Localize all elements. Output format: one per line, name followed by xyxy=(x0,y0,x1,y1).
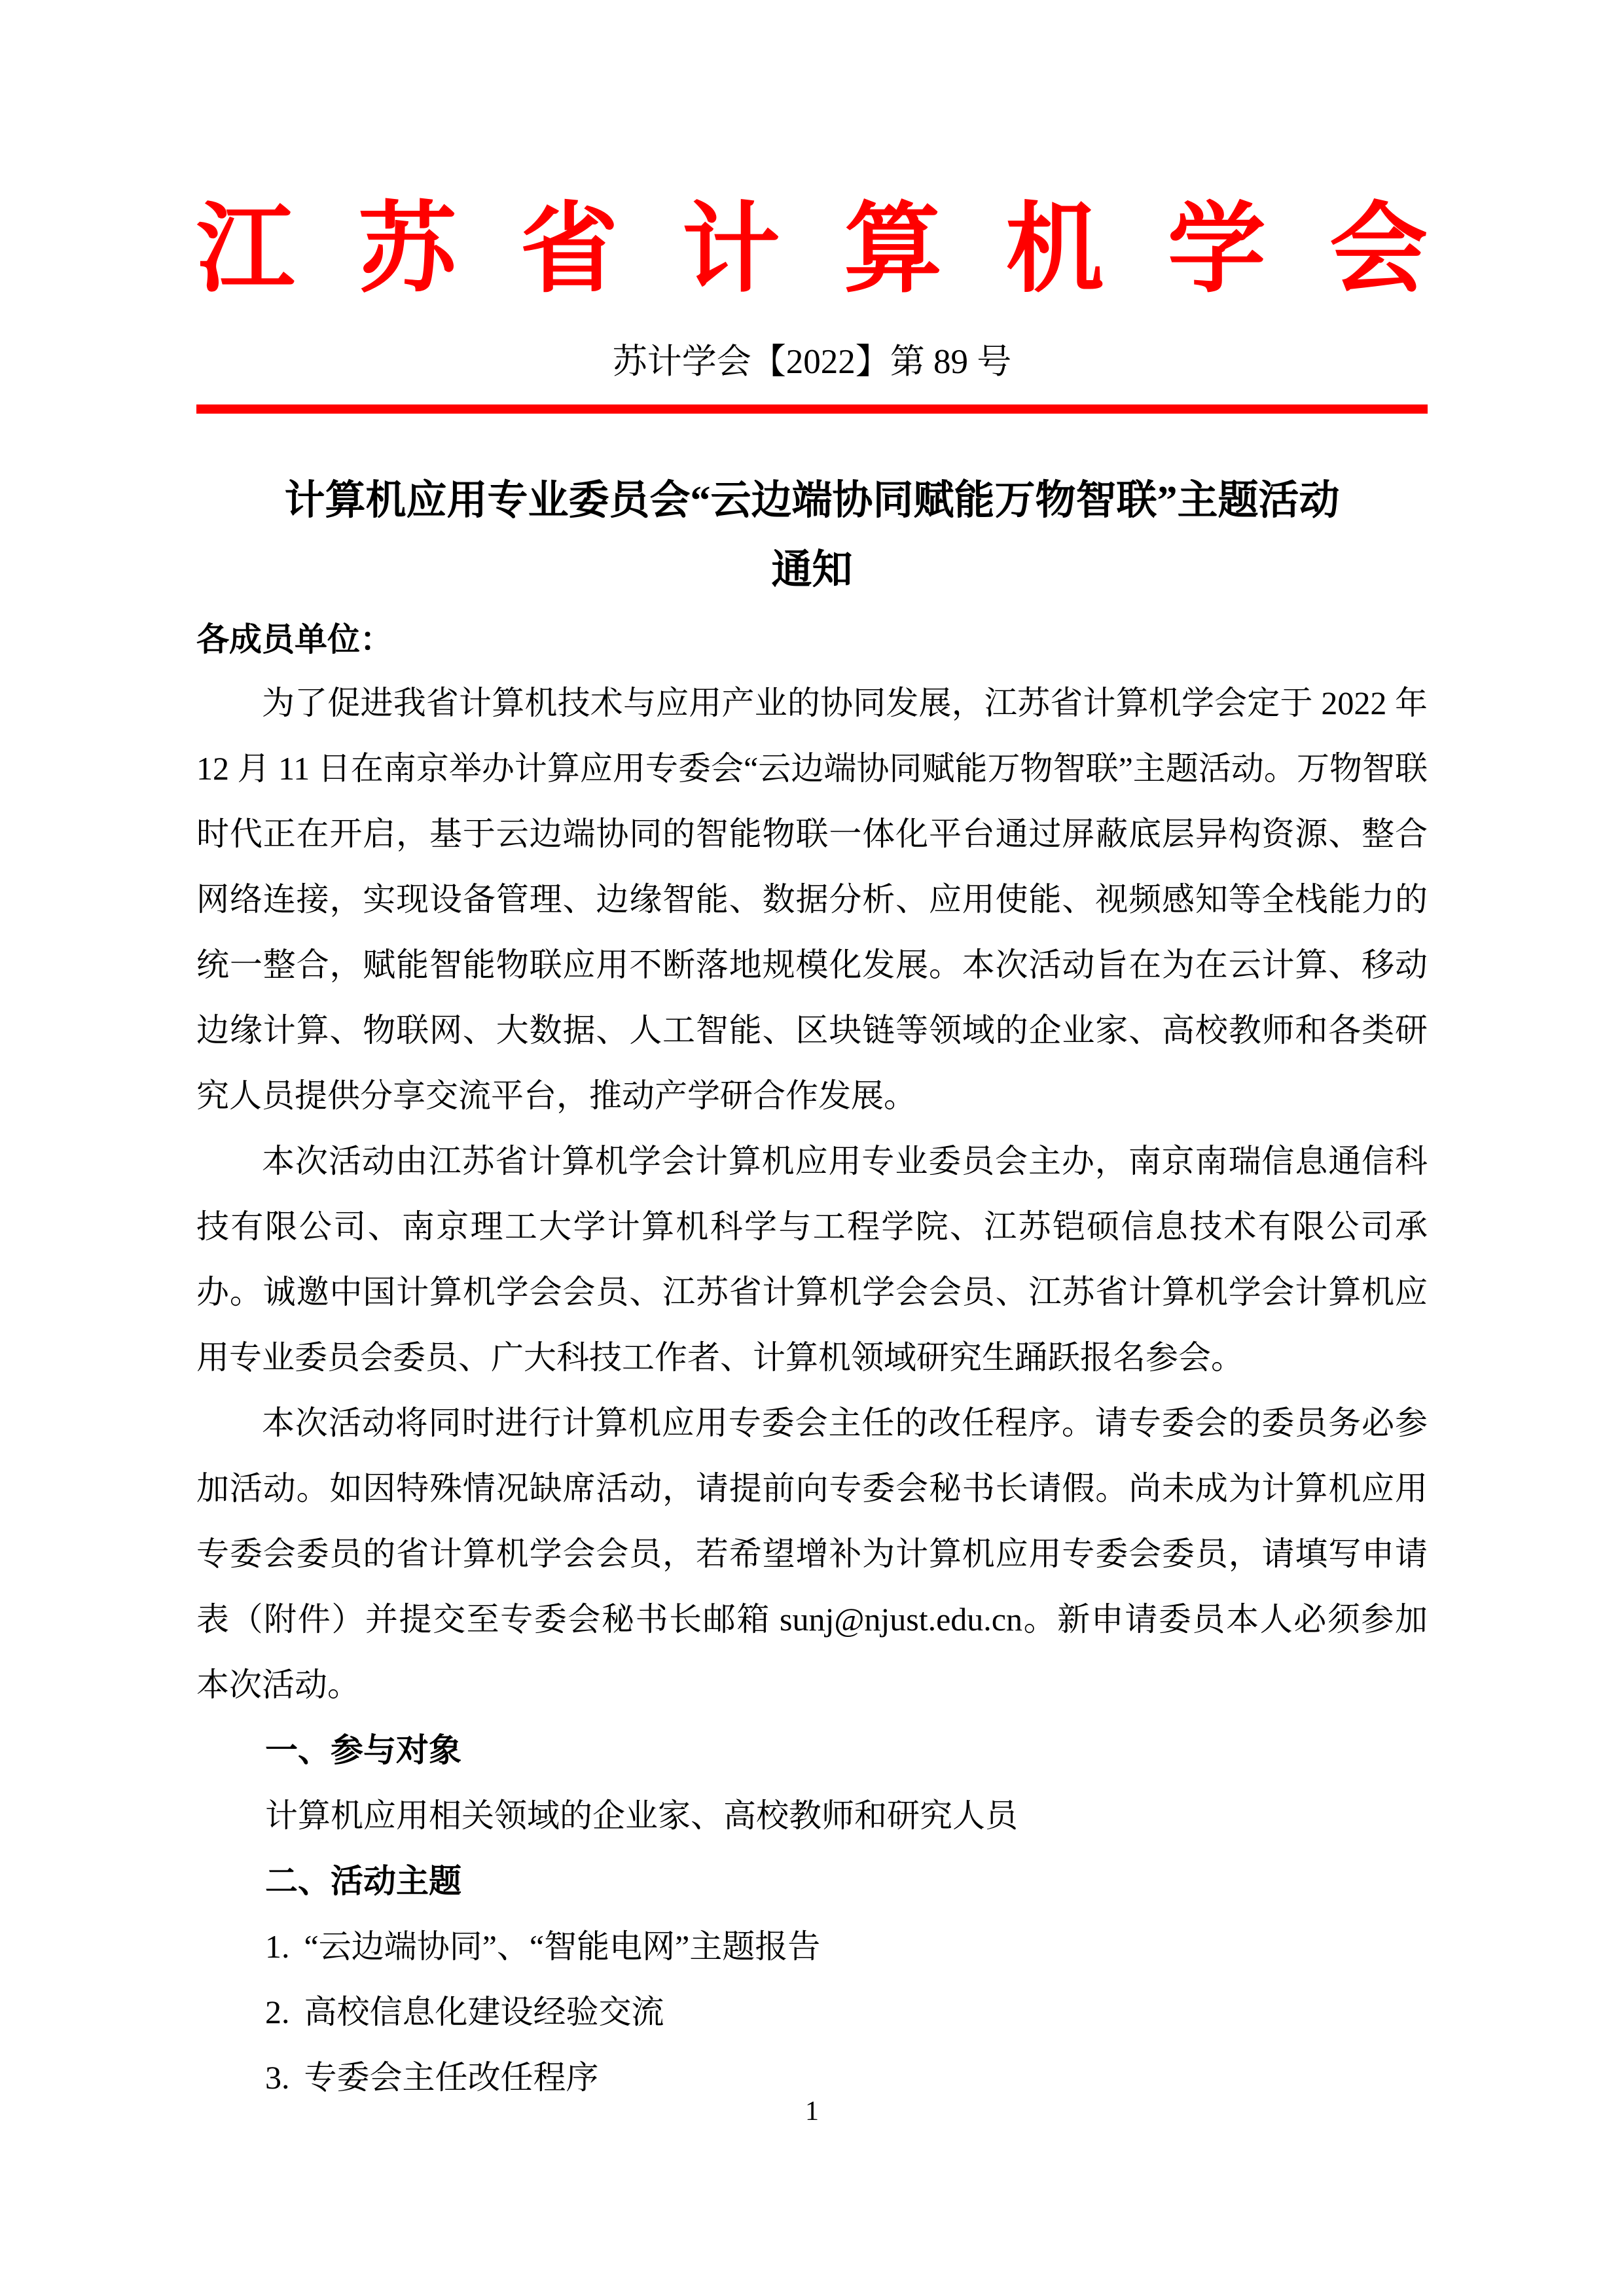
section-content-participants: 计算机应用相关领域的企业家、高校教师和研究人员 xyxy=(265,1797,1018,1834)
section-heading-topics: 二、活动主题 xyxy=(265,1863,461,1899)
paragraph-membership: 本次活动将同时进行计算机应用专委会主任的改任程序。请专委会的委员务必参加活动。如因特殊情况缺席活动，请提前向专委会秘书长请假。尚未成为计算机应用专委会委员的省计算机学会会员，若希望增补为计算机应用专委会委员，请填写申请表（附件）并提交至专委会秘书长邮箱 sunj@njust.edu.cn。新申请委员本人必须参加本次活动。 xyxy=(196,1405,1428,1703)
notice-title-line2: 通知 xyxy=(771,548,853,592)
red-divider-line xyxy=(196,404,1428,414)
topic-list-item xyxy=(196,1914,1428,1979)
doc-number: 苏计学会【2022】第 89 号 xyxy=(612,343,1012,381)
topic-list-item xyxy=(196,1979,1428,2045)
org-name-header: 江苏省计算机学会 xyxy=(196,196,1428,304)
topic-item-number: 1. xyxy=(265,1928,290,1965)
topic-item-text: 专委会主任改任程序 xyxy=(304,2059,599,2096)
page-number: 1 xyxy=(805,2096,819,2126)
notice-title-line1: 计算机应用专业委员会“云边端协同赋能万物智联”主题活动 xyxy=(284,478,1340,523)
notice-title xyxy=(196,466,1428,605)
topic-item-text: 高校信息化建设经验交流 xyxy=(304,1994,664,2030)
notice-body xyxy=(196,670,1428,2110)
topic-item-number: 3. xyxy=(265,2059,290,2096)
document-content xyxy=(196,0,1428,2110)
paragraph-intro: 为了促进我省计算机技术与应用产业的协同发展，江苏省计算机学会定于 2022 年 12 月 11 日在南京举办计算应用专委会“云边端协同赋能万物智联”主题活动。万物智联时代正在开启，基于云边端协同的智能物联一体化平台通过屏蔽底层异构资源、整合网络连接，实现设备管理、边缘智能、数据分析、应用使能、视频感知等全栈能力的统一整合，赋能智能物联应用不断落地规模化发展。本次活动旨在为在云计算、移动边缘计算、物联网、大数据、人工智能、区块链等领域的企业家、高校教师和各类研究人员提供分享交流平台，推动产学研合作发展。 xyxy=(196,685,1428,1114)
topic-item-text: “云边端协同”、“智能电网”主题报告 xyxy=(304,1928,821,1965)
section-heading-participants: 一、参与对象 xyxy=(265,1732,461,1768)
paragraph-organizers: 本次活动由江苏省计算机学会计算机应用专业委员会主办，南京南瑞信息通信科技有限公司、南京理工大学计算机科学与工程学院、江苏铠硕信息技术有限公司承办。诚邀中国计算机学会会员、江苏省计算机学会会员、江苏省计算机学会计算机应用专业委员会委员、广大科技工作者、计算机领域研究生踊跃报名参会。 xyxy=(196,1143,1428,1376)
topic-item-number: 2. xyxy=(265,1994,290,2030)
salutation: 各成员单位： xyxy=(196,621,393,658)
